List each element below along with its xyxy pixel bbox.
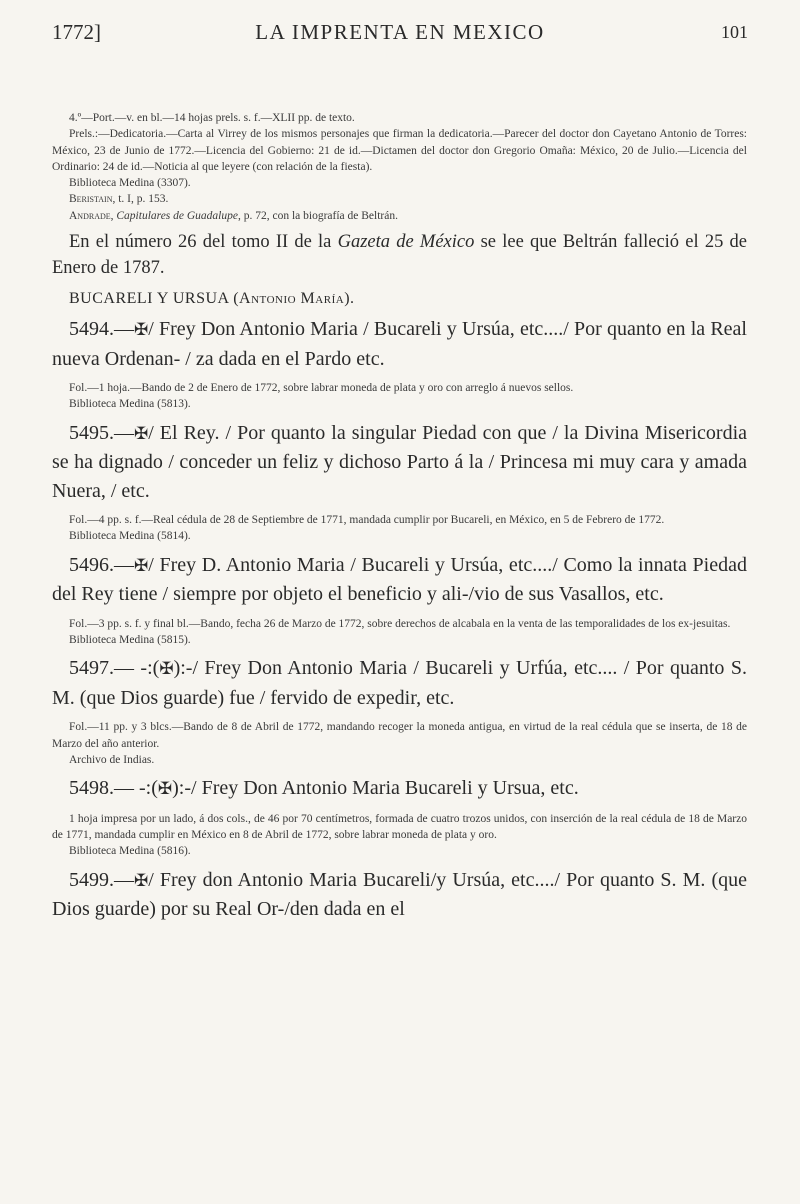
catalog-entry (52, 315, 747, 413)
header-title: LA IMPRENTA EN MEXICO (255, 20, 545, 44)
section-heading: BUCARELI Y URSUA (Antonio María). (69, 290, 355, 308)
entry-dash: .— -:( (109, 657, 160, 680)
entry-heading (52, 419, 747, 506)
section-name: BUCARELI Y URSUA (69, 290, 229, 308)
entry-dash: .— (109, 868, 134, 891)
entry-title: ):-/ Frey Don Antonio Maria Bucareli y Ursua, etc. (172, 777, 579, 800)
entry-title: / Frey don Antonio Maria Bucareli/y Ursúa, etc..../ Por quanto S. M. (que Dios guarde) por su Real Or-/den dada en el (52, 868, 747, 921)
entry-number: 5495 (69, 421, 109, 444)
intro-beristain (52, 191, 747, 207)
entry-title: / El Rey. / Por quanto la singular Piedad con que / la Divina Misericordia se ha dignado / conceder un feliz y dichoso Parto á la / Princesa mi muy cara y amada Nuera, / etc. (52, 421, 747, 502)
entry-number: 5496 (69, 553, 109, 576)
andrade-work: Capitulares de Guadalupe (116, 209, 238, 222)
cross-icon: ✠ (134, 423, 149, 443)
cross-icon: ✠ (134, 870, 149, 890)
entry-description: 1 hoja impresa por un lado, á dos cols., de 46 por 70 centímetros, formada de cuatro trozos unidos, con inserción de la real cédula de 18 de Marzo de 1771, mandada cumplir en México en 8 de Abril de 1772, sobre labrar moneda de plata y oro. (52, 812, 747, 842)
entry-dash: .— -:( (109, 777, 158, 800)
entry-title: ):-/ Frey Don Antonio Maria / Bucareli y Urfúa, etc.... / Por quanto S. M. (que Dios guarde) fue / fervido de expedir, etc. (52, 657, 747, 709)
entry-location: Biblioteca Medina (5814). (69, 530, 191, 543)
catalog-entry (52, 866, 747, 924)
cross-icon: ✠ (157, 779, 173, 799)
andrade-ref: , p. 72, con la biografía de Beltrán. (237, 209, 398, 222)
beristain-ref: , t. I, p. 153. (112, 193, 169, 206)
entry-dash: .— (109, 421, 134, 444)
gazeta-post: se lee que Beltrán falleció el 25 de Enero de 1787. (52, 232, 748, 278)
entry-heading (52, 866, 747, 924)
gazeta-note (52, 230, 747, 281)
catalog-entry (52, 654, 747, 768)
entry-description: Fol.—3 pp. s. f. y final bl.—Bando, fecha 26 de Marzo de 1772, sobre derechos de alcabala en la venta de las temporalidades de los ex-jesuitas. (69, 617, 731, 630)
intro-andrade: Andrade, Capitulares de Guadalupe, p. 72, con la biografía de Beltrán. (69, 209, 398, 222)
page-body (52, 110, 747, 931)
intro-description: 4.º—Port.—v. en bl.—14 hojas prels. s. f.—XLII pp. de texto. (69, 112, 355, 124)
gazeta-title: Gazeta de México (337, 232, 475, 253)
entry-location: Biblioteca Medina (5815). (69, 634, 191, 647)
entries-list (52, 315, 747, 924)
beristain-name: Beristain (69, 193, 113, 206)
cross-icon: ✠ (134, 555, 149, 575)
intro-prels: Prels.:—Dedicatoria.—Carta al Virrey de los mismos personajes que firman la dedicatoria.—Parecer del doctor don Cayetano Antonio de Torres: México, 23 de Junio de 1772.—Licencia del Gobierno: 21 de id.—Dictamen del doctor don Gregorio Omaña: México, 20 de Julio.—Licencia del Ordinario: 24 de id.—Noticia al que leyere (con relación de la fiesta). (52, 128, 747, 173)
cross-icon: ✠ (159, 659, 174, 679)
entry-location: Biblioteca Medina (5813). (69, 398, 191, 411)
intro-biblioteca: Biblioteca Medina (3307). (69, 177, 191, 190)
entry-heading (52, 654, 747, 712)
entry-dash: .— (109, 553, 134, 576)
header-year: 1772] (52, 20, 101, 44)
entry-heading (52, 551, 747, 609)
entry-number: 5497 (69, 657, 109, 680)
page-number: 101 (721, 22, 748, 42)
entry-heading (52, 774, 747, 804)
entry-heading (52, 315, 747, 373)
catalog-entry (52, 774, 747, 859)
entry-description: Fol.—11 pp. y 3 blcs.—Bando de 8 de Abril de 1772, mandando recoger la moneda antigua, en virtud de la real cédula que se inserta, de 18 de Marzo del año anterior. (52, 721, 747, 750)
entry-dash: .— (109, 318, 134, 341)
entry-title: / Frey Don Antonio Maria / Bucareli y Ursúa, etc..../ Por quanto en la Real nueva Ordenan- / za dada en el Pardo etc. (52, 318, 747, 370)
entry-description: Fol.—4 pp. s. f.—Real cédula de 28 de Septiembre de 1771, mandada cumplir por Bucareli, en México, en 5 de Febrero de 1772. (69, 514, 665, 527)
section-person: Antonio María (239, 290, 345, 308)
entry-number: 5499 (69, 868, 109, 891)
entry-description: Fol.—1 hoja.—Bando de 2 de Enero de 1772, sobre labrar moneda de plata y oro con arreglo á nuevos sellos. (69, 382, 574, 395)
entry-title: / Frey D. Antonio Maria / Bucareli y Ursúa, etc..../ Como la innata Piedad del Rey tiene / siempre por objeto el beneficio y ali-/vio de sus Vasallos, etc. (52, 553, 747, 606)
catalog-entry (52, 419, 747, 545)
catalog-entry (52, 551, 747, 649)
entry-number: 5498 (69, 777, 109, 800)
entry-number: 5494 (69, 318, 109, 341)
cross-icon: ✠ (134, 320, 149, 340)
entry-location: Archivo de Indias. (69, 753, 155, 766)
andrade-name: Andrade (69, 209, 111, 222)
entry-location: Biblioteca Medina (5816). (69, 845, 191, 858)
running-header (52, 16, 748, 46)
gazeta-pre: En el número 26 del tomo II de la (69, 232, 338, 253)
